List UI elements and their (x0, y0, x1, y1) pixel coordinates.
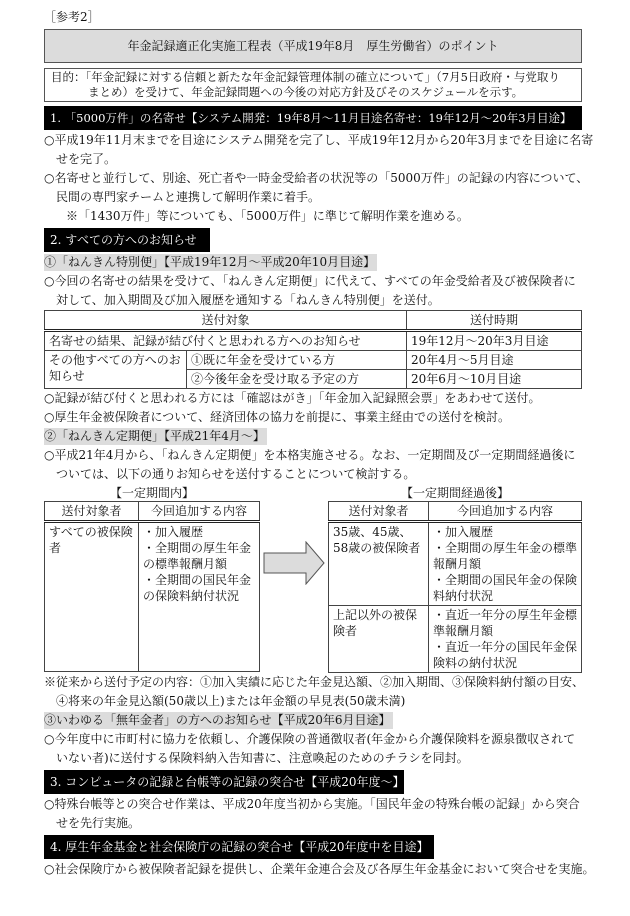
section-3-header: 3. コンピュータの記録と台帳等の記録の突合せ【平成20年度～】 (44, 770, 404, 794)
paragraph-line: 対して、加入期間及び加入履歴を通知する「ねんきん特別便」を送付。 (56, 293, 440, 307)
cell: 名寄せの結果、記録が結び付くと思われる方へのお知らせ (45, 331, 407, 351)
cell: その他すべての方へのお知らせ (45, 351, 187, 389)
paragraph-line: ついては、以下の通りお知らせを送付することについて検討する。 (56, 467, 416, 481)
within-period-block (44, 485, 260, 672)
paragraph-line: 民間の専門家チームと連携して解明作業に着手。 (56, 190, 321, 204)
column-header: 今回追加する内容 (139, 502, 260, 522)
list-item: ・全期間の厚生年金の標準報酬月額 (433, 541, 578, 571)
schedule-table (44, 310, 582, 389)
paragraph-line: せを先行実施。 (56, 816, 141, 830)
column-header: 送付対象者 (329, 502, 429, 522)
section-4-header: 4. 厚生年金基金と社会保険庁の記録の突合せ【平成20年度中を目途】 (44, 835, 434, 859)
list-item: ・全期間の国民年金の保険料納付状況 (143, 573, 252, 603)
paragraph-line: ○今年度中に市町村に協力を依頼し、介護保険の普通徴収者(年金から介護保険料を源泉徴収されて (44, 732, 576, 746)
paragraph-line: いない者)に送付する保険料納入告知書に、注意喚起のためのチラシを同封。 (56, 751, 469, 765)
subsection-teikibin: ②「ねんきん定期便」【平成21年4月～】 (44, 429, 265, 443)
list-item: ・加入履歴 (143, 525, 204, 539)
list-item: ・全期間の国民年金の保険料納付状況 (433, 573, 578, 603)
paragraph-line: ○社会保険庁から被保険者記録を提供し、企業年金連合会及び各厚生年金基金において突合せを実施。 (44, 862, 595, 876)
column-header: 送付対象者 (45, 502, 139, 522)
list-item: ・全期間の厚生年金の標準報酬月額 (143, 541, 252, 571)
cell: すべての被保険者 (45, 522, 139, 672)
paragraph-line: ○平成19年11月末までを目途にシステム開発を完了し、平成19年12月から20年3月までを目途に名寄 (44, 133, 594, 147)
document (44, 8, 595, 879)
table-row (45, 331, 582, 351)
purpose-line: 目的：「年金記録に対する信頼と新たな年金記録管理体制の確立について」（7月5日政府・与党取り (51, 70, 560, 84)
teikibin-comparison (44, 485, 582, 673)
note-line: ※「1430万件」等についても、「5000万件」に準じて解明作業を進める。 (66, 209, 469, 223)
cell: 上記以外の被保険者 (329, 606, 429, 673)
column-header: 送付時期 (407, 311, 582, 331)
cell: 35歳、45歳、58歳の被保険者 (329, 522, 429, 606)
cell: 19年12月～20年3月目途 (407, 331, 582, 351)
paragraph-line: ○名寄せと並行して、別途、死亡者や一時金受給者の状況等の「5000万件」の記録の内容について、 (44, 171, 589, 185)
subsection-tokubetsubin: ①「ねんきん特別便」【平成19年12月～平成20年10月目途】 (44, 255, 376, 269)
after-period-block (328, 485, 582, 673)
after-period-table (328, 501, 582, 673)
list-item: ・直近一年分の厚生年金標準報酬月額 (433, 608, 578, 638)
table-row (45, 351, 582, 370)
purpose-line: まとめ）を受けて、年金記録問題への今後の対応方針及びそのスケジュールを示す。 (88, 85, 524, 99)
document-title: 年金記録適正化実施工程表（平成19年8月 厚生労働省）のポイント (44, 29, 582, 63)
section-2-header: 2. すべての方へのお知らせ (44, 228, 210, 252)
section-1-header: 1. 「5000万件」の名寄せ【システム開発：19年8月～11月目途名寄せ：19年12月～20年3月目途】 (44, 106, 582, 130)
paragraph-line: ○平成21年4月から、「ねんきん定期便」を本格実施させる。なお、一定期間及び一定期間経過後に (44, 448, 576, 462)
list-item: ・直近一年分の国民年金保険料の納付状況 (433, 640, 578, 670)
paragraph-line: ○特殊台帳等との突合せ作業は、平成20年度当初から実施。「国民年金の特殊台帳の記録」から突合 (44, 797, 580, 811)
column-header: 今回追加する内容 (429, 502, 582, 522)
column-header: 送付対象 (45, 311, 407, 331)
within-period-table (44, 501, 260, 672)
left-table-label: 【一定期間内】 (109, 486, 194, 500)
note-line: ※従来から送付予定の内容：①加入実績に応じた年金見込額、②加入期間、③保険料納付額の目安、 (44, 675, 585, 689)
cell: ①既に年金を受けている方 (187, 351, 407, 370)
paragraph-line: ○今回の名寄せの結果を受けて、「ねんきん定期便」に代えて、すべての年金受給者及び被保険者に (44, 274, 576, 288)
reference-label: ［参考2］ (44, 10, 100, 24)
right-table-label: 【一定期間経過後】 (400, 486, 509, 500)
list-item: ・加入履歴 (433, 525, 494, 539)
paragraph-line: ○記録が結び付くと思われる方には「確認はがき」「年金加入記録照会票」をあわせて送付。 (44, 391, 541, 405)
arrow-right-icon (263, 541, 325, 585)
paragraph-line: せを完了。 (56, 152, 117, 166)
cell: ②今後年金を受け取る予定の方 (187, 370, 407, 389)
cell: 20年4月～5月目途 (407, 351, 582, 370)
purpose-box (44, 68, 582, 102)
subsection-munenkin: ③いわゆる「無年金者」の方へのお知らせ【平成20年6月目途】 (44, 713, 391, 727)
cell: 20年6月～10月目途 (407, 370, 582, 389)
note-line: ④将来の年金見込額(50歳以上)または年金額の早見表(50歳未満) (56, 694, 406, 708)
paragraph-line: ○厚生年金被保険者について、経済団体の協力を前提に、事業主経由での送付を検討。 (44, 410, 510, 424)
